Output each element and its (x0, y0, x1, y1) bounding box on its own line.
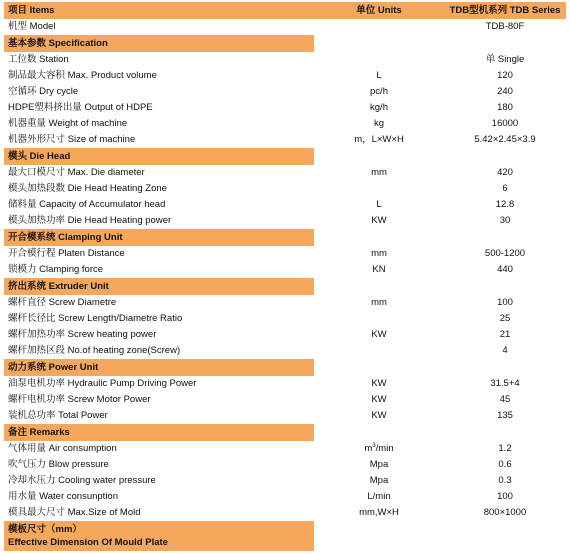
spec-value: 240 (497, 86, 513, 97)
spec-value: 1.2 (498, 443, 512, 454)
spec-row (4, 343, 566, 359)
spec-row (4, 376, 566, 392)
section-header-blank (314, 359, 444, 376)
spec-label: 装机总功率 Total Power (8, 410, 108, 421)
spec-unit (314, 181, 444, 197)
section-header-blank (444, 424, 566, 441)
spec-unit-superscript: 3 (372, 442, 376, 449)
spec-unit: KW (371, 378, 387, 389)
footer-row (4, 521, 566, 551)
model-value: TDB-80F (485, 21, 525, 32)
spec-row (4, 197, 566, 213)
spec-unit: KN (372, 264, 386, 275)
spec-row (4, 327, 566, 343)
spec-row (4, 441, 566, 457)
spec-label: 机器重量 Weight of machine (8, 118, 128, 129)
spec-unit: kg (373, 118, 385, 129)
section-title: 开合模系统 Clamping Unit (4, 229, 314, 246)
spec-row (4, 52, 566, 68)
spec-unit (314, 343, 444, 359)
footer-line-2: Effective Dimension Of Mould Plate (8, 537, 168, 548)
spec-unit-base: m (364, 443, 373, 454)
spec-row (4, 246, 566, 262)
spec-table (4, 2, 566, 551)
spec-row (4, 84, 566, 100)
spec-label: 机器外形尺寸 Size of machine (8, 134, 136, 145)
spec-label: HDPE塑料挤出量 Output of HDPE (8, 102, 153, 113)
spec-unit: mm (371, 167, 387, 178)
section-header-blank (314, 35, 444, 52)
spec-value: 420 (497, 167, 513, 178)
section-header-row (4, 35, 566, 52)
spec-unit: mm (371, 248, 387, 259)
spec-row (4, 100, 566, 116)
spec-label: 气体用量 Air consumption (8, 443, 117, 454)
footer-blank (314, 521, 444, 551)
model-unit (314, 19, 444, 35)
spec-row (4, 213, 566, 229)
spec-value: 100 (497, 491, 513, 502)
spec-row (4, 116, 566, 132)
section-header-blank (444, 278, 566, 295)
model-row (4, 19, 566, 35)
section-header-blank (314, 148, 444, 165)
model-label: 机型 Model (8, 21, 56, 32)
spec-value: 4 (502, 345, 508, 356)
spec-row (4, 505, 566, 521)
spec-label: 螺杆加热区段 No.of heating zone(Screw) (8, 345, 181, 356)
spec-unit (314, 311, 444, 327)
spec-value: 31.5+4 (490, 378, 520, 389)
spec-value: 25 (499, 313, 511, 324)
header-items: 项目 Items (4, 2, 314, 19)
spec-label: 螺杆长径比 Screw Length/Diametre Ratio (8, 313, 183, 324)
section-title: 备注 Remarks (4, 424, 314, 441)
spec-label: 用水量 Water consunption (8, 491, 118, 502)
spec-unit: KW (371, 394, 387, 405)
spec-unit: L (376, 70, 382, 81)
section-header-row (4, 359, 566, 376)
spec-value: 12.8 (495, 199, 515, 210)
section-header-blank (444, 148, 566, 165)
spec-value: 0.6 (498, 459, 512, 470)
spec-label: 油泵电机功率 Hydraulic Pump Driving Power (8, 378, 197, 389)
spec-label: 开合模行程 Platen Distance (8, 248, 125, 259)
spec-unit-tail: /min (375, 443, 394, 454)
spec-unit: Mpa (369, 475, 389, 486)
spec-unit: L/min (367, 491, 391, 502)
spec-unit: pc/h (370, 86, 388, 97)
spec-value: 800×1000 (483, 507, 527, 518)
spec-value: 0.3 (498, 475, 512, 486)
spec-label: 工位数 Station (8, 54, 69, 65)
spec-unit: KW (371, 410, 387, 421)
spec-value: 16000 (491, 118, 519, 129)
spec-unit: Mpa (369, 459, 389, 470)
spec-label: 螺杆加热功率 Screw heating power (8, 329, 157, 340)
spec-value: 440 (497, 264, 513, 275)
spec-row (4, 165, 566, 181)
spec-row (4, 408, 566, 424)
header-units: 单位 Units (314, 2, 444, 19)
spec-value: 6 (502, 183, 508, 194)
section-header-blank (314, 229, 444, 246)
spec-row (4, 473, 566, 489)
spec-label: 空循环 Dry cycle (8, 86, 79, 97)
spec-label: 吹气压力 Blow pressure (8, 459, 109, 470)
spec-label: 模头加热功率 Die Head Heating power (8, 215, 172, 226)
spec-row (4, 311, 566, 327)
section-header-blank (314, 424, 444, 441)
spec-label: 最大口模尺寸 Max. Die diameter (8, 167, 145, 178)
section-header-blank (444, 35, 566, 52)
section-header-blank (314, 278, 444, 295)
spec-value: 45 (499, 394, 511, 405)
spec-value: 135 (497, 410, 513, 421)
spec-unit: m，L×W×H (354, 134, 404, 145)
spec-row (4, 295, 566, 311)
spec-row (4, 489, 566, 505)
section-header-row (4, 229, 566, 246)
section-header-blank (444, 229, 566, 246)
spec-unit: L (376, 199, 382, 210)
spec-value: 120 (497, 70, 513, 81)
spec-unit: KW (371, 215, 387, 226)
section-header-row (4, 424, 566, 441)
footer-title (4, 521, 314, 551)
spec-unit: mm,W×H (359, 507, 399, 518)
spec-row (4, 68, 566, 84)
spec-row (4, 181, 566, 197)
section-title: 模头 Die Head (4, 148, 314, 165)
spec-unit (314, 52, 444, 68)
footer-line-1: 模板尺寸（mm） (8, 524, 82, 535)
spec-label: 储料量 Capacity of Accumulator head (8, 199, 166, 210)
spec-value: 30 (499, 215, 511, 226)
section-title: 动力系统 Power Unit (4, 359, 314, 376)
spec-unit (314, 441, 444, 457)
spec-unit: kg/h (370, 102, 388, 113)
spec-label: 螺杆直径 Screw Diametre (8, 297, 117, 308)
spec-label: 模头加热段数 Die Head Heating Zone (8, 183, 167, 194)
spec-row (4, 132, 566, 148)
section-title: 基本参数 Specification (4, 35, 314, 52)
spec-value: 500-1200 (484, 248, 526, 259)
spec-table-body (4, 2, 566, 551)
section-title: 挤出系统 Extruder Unit (4, 278, 314, 295)
spec-row (4, 392, 566, 408)
spec-value: 单 Single (485, 54, 525, 65)
spec-value: 21 (499, 329, 511, 340)
spec-label: 模具最大尺寸 Max.Size of Mold (8, 507, 141, 518)
spec-row (4, 457, 566, 473)
spec-label: 锁模力 Clamping force (8, 264, 104, 275)
header-row (4, 2, 566, 19)
header-series: TDB型机系列 TDB Series (444, 2, 566, 19)
spec-value: 100 (497, 297, 513, 308)
spec-label: 冷却水压力 Cooling water pressure (8, 475, 156, 486)
spec-unit: KW (371, 329, 387, 340)
spec-value: 5.42×2.45×3.9 (474, 134, 536, 145)
footer-blank (444, 521, 566, 551)
spec-unit: mm (371, 297, 387, 308)
spec-label: 制品最大容积 Max. Product volume (8, 70, 157, 81)
section-header-row (4, 278, 566, 295)
spec-row (4, 262, 566, 278)
section-header-row (4, 148, 566, 165)
spec-value: 180 (497, 102, 513, 113)
section-header-blank (444, 359, 566, 376)
spec-label: 螺杆电机功率 Screw Motor Power (8, 394, 151, 405)
